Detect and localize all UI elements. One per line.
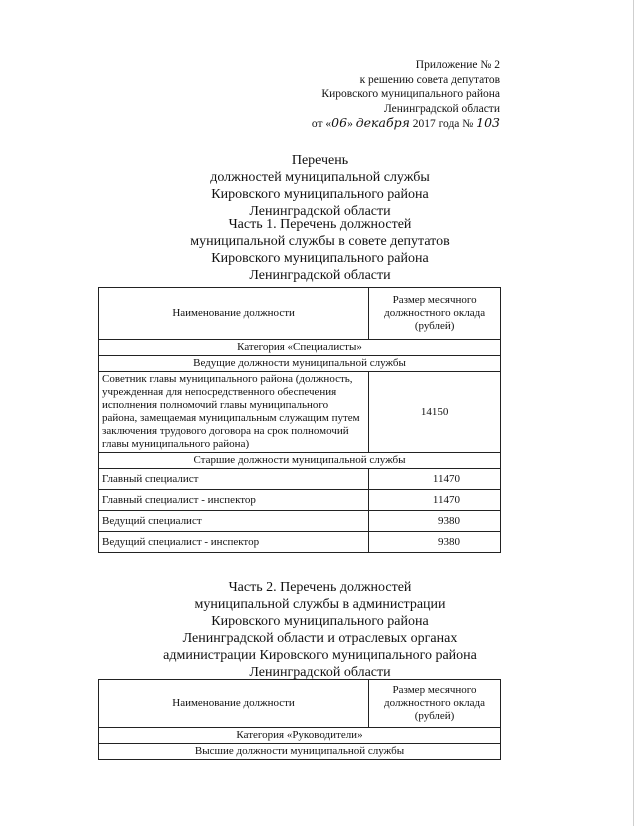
table-row xyxy=(99,490,501,511)
appendix-district: Кировского муниципального района xyxy=(321,88,500,100)
part1-line: муниципальной службы в совете депутатов xyxy=(190,234,450,249)
appendix-header xyxy=(300,58,500,132)
category-specialists: Категория «Специалисты» xyxy=(99,340,501,356)
positions-table-council xyxy=(98,287,501,553)
part2-line: Ленинградской области и отраслевых органах xyxy=(182,631,458,646)
part2-line: Часть 2. Перечень должностей xyxy=(228,580,412,595)
title-line: Ленинградской области xyxy=(249,204,391,219)
table-header-row xyxy=(99,288,501,340)
position-salary: 11470 xyxy=(369,469,501,490)
position-salary: 9380 xyxy=(369,532,501,553)
category-row xyxy=(99,340,501,356)
header-position-name: Наименование должности xyxy=(99,288,369,340)
part1-heading xyxy=(100,216,540,284)
part2-line: администрации Кировского муниципального района xyxy=(163,648,477,663)
part2-line: Кировского муниципального района xyxy=(211,614,429,629)
salary-advisor: 14150 xyxy=(369,372,501,453)
document-title xyxy=(100,152,540,220)
group-row xyxy=(99,453,501,469)
header-position-name: Наименование должности xyxy=(99,680,369,728)
date-prefix: от « xyxy=(311,118,332,130)
handwritten-number: 103 xyxy=(476,115,500,130)
appendix-number: Приложение № 2 xyxy=(415,59,500,71)
position-name: Главный специалист xyxy=(99,469,369,490)
group-highest: Высшие должности муниципальной службы xyxy=(99,744,501,760)
part2-line: Ленинградской области xyxy=(249,665,391,680)
table-row xyxy=(99,469,501,490)
appendix-decision: к решению совета депутатов xyxy=(359,73,500,86)
group-row xyxy=(99,356,501,372)
date-mid: » xyxy=(347,118,353,130)
table-row xyxy=(99,511,501,532)
part1-line: Часть 1. Перечень должностей xyxy=(228,217,412,232)
position-name: Ведущий специалист - инспектор xyxy=(99,532,369,553)
header-salary: Размер месячного должностного оклада (рублей) xyxy=(369,288,501,340)
title-line: должностей муниципальной службы xyxy=(210,170,430,185)
group-row xyxy=(99,744,501,760)
category-row xyxy=(99,728,501,744)
header-salary: Размер месячного должностного оклада (рублей) xyxy=(369,680,501,728)
part1-line: Кировского муниципального района xyxy=(211,251,429,266)
position-name: Главный специалист - инспектор xyxy=(99,490,369,511)
position-name: Ведущий специалист xyxy=(99,511,369,532)
group-leading: Ведущие должности муниципальной службы xyxy=(99,356,501,372)
date-year: 2017 года № xyxy=(412,118,474,130)
page-edge xyxy=(633,0,634,826)
positions-table-administration xyxy=(98,679,501,760)
part2-line: муниципальной службы в администрации xyxy=(194,597,446,612)
title-line: Кировского муниципального района xyxy=(211,187,429,202)
handwritten-month: декабря xyxy=(355,115,410,130)
position-advisor: Советник главы муниципального района (должность, учрежденная для непосредственного обеспечения исполнения полномочий главы муниципального района, замещаемая муниципальным служащим путем заключения трудового договора на срок полномочий главы муниципального района) xyxy=(99,372,369,453)
table-row xyxy=(99,372,501,453)
category-leaders: Категория «Руководители» xyxy=(99,728,501,744)
table-header-row xyxy=(99,680,501,728)
handwritten-day: 06 xyxy=(331,115,348,130)
group-senior: Старшие должности муниципальной службы xyxy=(99,453,501,469)
title-line: Перечень xyxy=(291,153,349,168)
appendix-date-line xyxy=(300,116,500,132)
position-salary: 11470 xyxy=(369,490,501,511)
appendix-region: Ленинградской области xyxy=(383,102,500,115)
position-salary: 9380 xyxy=(369,511,501,532)
part1-line: Ленинградской области xyxy=(249,268,391,283)
table-row xyxy=(99,532,501,553)
part2-heading xyxy=(100,579,540,681)
